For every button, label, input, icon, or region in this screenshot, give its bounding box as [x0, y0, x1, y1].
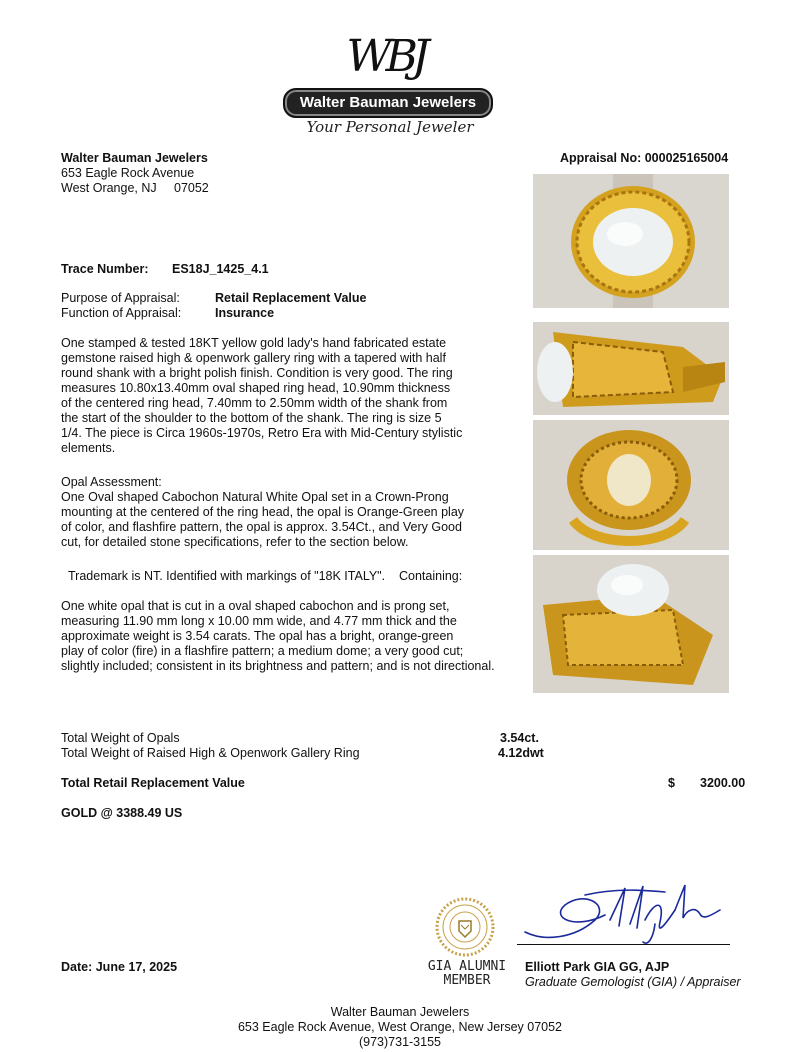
ring-photo-side — [533, 322, 729, 415]
description-line: elements. — [61, 441, 116, 455]
total-ring-label: Total Weight of Raised High & Openwork Gallery Ring — [61, 746, 360, 760]
footer-name: Walter Bauman Jewelers — [330, 1005, 470, 1019]
gia-member-text — [422, 960, 512, 988]
appraiser-name: Elliott Park GIA GG, AJP — [525, 960, 670, 974]
total-ring-value: 4.12dwt — [498, 746, 544, 760]
signature-icon — [515, 880, 735, 948]
opal-detail — [61, 599, 531, 674]
opal-assessment-line: One Oval shaped Cabochon Natural White Opal set in a Crown-Prong — [61, 490, 449, 504]
opal-detail-line: play of color (fire) in a flashfire pattern; a medium dome; a very good cut; — [61, 644, 464, 658]
opal-detail-line: approximate weight is 3.54 carats. The opal has a bright, orange-green — [61, 629, 454, 643]
appraisal-number: Appraisal No: 000025165004 — [560, 151, 729, 165]
description-line: 1/4. The piece is Circa 1960s-1970s, Retro Era with Mid-Century stylistic — [61, 426, 463, 440]
gia-line2: MEMBER — [443, 973, 491, 988]
opal-detail-line: One white opal that is cut in a oval shaped cabochon and is prong set, — [61, 599, 450, 613]
description-line: measures 10.80x13.40mm oval shaped ring head, 10.90mm thickness — [61, 381, 451, 395]
gia-seal-icon — [435, 897, 495, 957]
appraiser-title: Graduate Gemologist (GIA) / Appraiser — [525, 975, 741, 989]
function-value: Insurance — [215, 306, 275, 320]
opal-detail-line: measuring 11.90 mm long x 10.00 mm wide, and 4.77 mm thick and the — [61, 614, 457, 628]
gold-price: GOLD @ 3388.49 US — [61, 806, 183, 820]
total-opals-value: 3.54ct. — [500, 731, 539, 745]
business-street: 653 Eagle Rock Avenue — [61, 166, 195, 180]
total-retail-value: 3200.00 — [700, 776, 746, 790]
description-line: of the centered ring head, 7.40mm to 2.50mm width of the shank from — [61, 396, 448, 410]
business-name: Walter Bauman Jewelers — [61, 151, 208, 165]
trace-value: ES18J_1425_4.1 — [172, 262, 269, 276]
logo-tagline: Your Personal Jeweler — [306, 118, 474, 136]
footer-address: 653 Eagle Rock Avenue, West Orange, New Jersey 07052 — [237, 1020, 563, 1034]
ring-photo-angle — [533, 555, 729, 693]
function-label: Function of Appraisal: — [61, 306, 182, 320]
business-city: West Orange, NJ 07052 — [61, 181, 209, 195]
description-line: the start of the shoulder to the bottom of the shank. The ring is size 5 — [61, 411, 442, 425]
logo-monogram-text: WBJ — [346, 31, 424, 82]
ring-photo-top — [533, 174, 729, 308]
opal-assessment — [61, 475, 521, 550]
description-line: gemstone raised high & openwork gallery ring with a tapered with half — [61, 351, 446, 365]
opal-assessment-line: mounting at the centered of the ring head, the opal is Orange-Green play — [61, 505, 465, 519]
description-line: One stamped & tested 18KT yellow gold lady's hand fabricated estate — [61, 336, 447, 350]
total-opals-label: Total Weight of Opals — [61, 731, 180, 745]
description-line: round shank with a bright polish finish. Condition is very good. The ring — [61, 366, 453, 380]
logo-monogram — [330, 28, 440, 86]
appraisal-date: Date: June 17, 2025 — [61, 960, 178, 974]
ring-photo-gallery — [533, 420, 729, 550]
currency-symbol: $ — [668, 776, 675, 790]
opal-assessment-line: Opal Assessment: — [61, 475, 162, 489]
logo-name-bar: Walter Bauman Jewelers — [283, 88, 493, 118]
trademark-line: Trademark is NT. Identified with markings of "18K ITALY". Containing: — [68, 569, 463, 583]
opal-assessment-line: cut, for detailed stone specifications, refer to the section below. — [61, 535, 409, 549]
gia-line1: GIA ALUMNI — [427, 959, 507, 974]
purpose-value: Retail Replacement Value — [215, 291, 367, 305]
footer — [0, 1005, 800, 1050]
signature-line — [517, 944, 730, 945]
trace-label: Trace Number: — [61, 262, 149, 276]
ring-description — [61, 336, 521, 456]
opal-detail-line: slightly included; consistent in its brightness and pattern; and is not directional. — [61, 659, 495, 673]
purpose-label: Purpose of Appraisal: — [61, 291, 180, 305]
total-retail-label: Total Retail Replacement Value — [61, 776, 245, 790]
opal-assessment-line: of color, and flashfire pattern, the opal is approx. 3.54Ct., and Very Good — [61, 520, 462, 534]
footer-phone: (973)731-3155 — [358, 1035, 441, 1049]
